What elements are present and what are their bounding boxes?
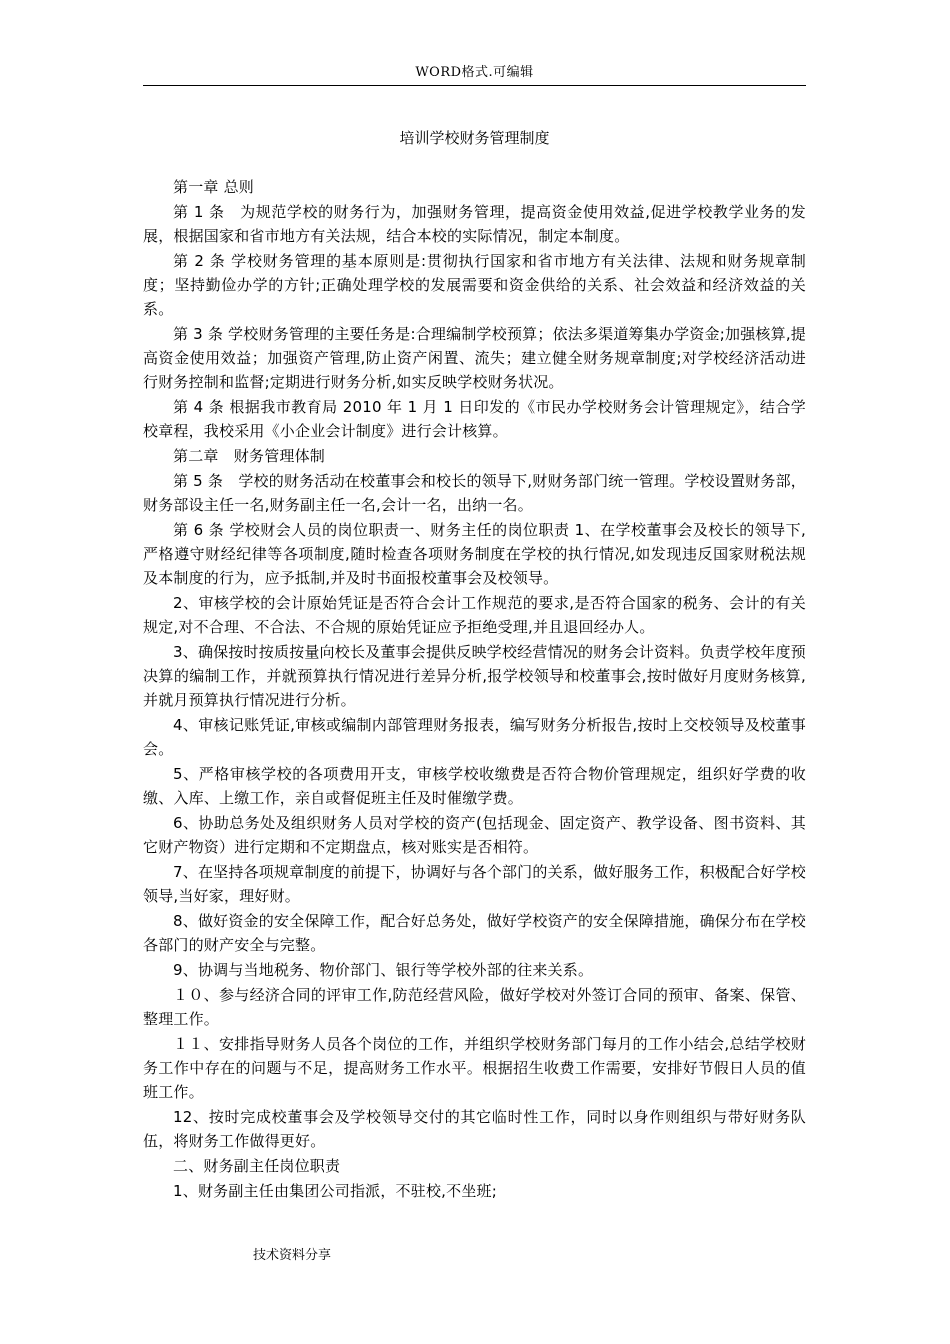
- header-divider: [143, 85, 806, 86]
- section-heading: 二、财务副主任岗位职责: [173, 1157, 341, 1175]
- list-paragraph: 3、确保按时按质按量向校长及董事会提供反映学校经营情况的财务会计资料。负责学校年度预决算的编制工作，并就预算执行情况进行差异分析,报学校领导和校董事会,按时做好月度财务核算,并就月预算执行情况进行分析。: [143, 643, 806, 709]
- chapter-heading: 第二章 财务管理体制: [173, 447, 326, 465]
- list-paragraph: １１、安排指导财务人员各个岗位的工作，并组织学校财务部门每月的工作小结会,总结学校财务工作中存在的问题与不足，提高财务工作水平。根据招生收费工作需要，安排好节假日人员的值班工作。: [143, 1035, 806, 1101]
- article-paragraph: 第 3 条 学校财务管理的主要任务是:合理编制学校预算；依法多渠道筹集办学资金;加强核算,提高资金使用效益；加强资产管理,防止资产闲置、流失；建立健全财务规章制度;对学校经济活动进行财务控制和监督;定期进行财务分析,如实反映学校财务状况。: [143, 325, 806, 391]
- article-paragraph: 第 2 条 学校财务管理的基本原则是:贯彻执行国家和省市地方有关法律、法规和财务规章制度；坚持勤俭办学的方针;正确处理学校的发展需要和资金供给的关系、社会效益和经济效益的关系。: [143, 252, 806, 318]
- page-footer: 技术资料分享: [253, 1248, 332, 1263]
- list-paragraph: 6、协助总务处及组织财务人员对学校的资产(包括现金、固定资产、教学设备、图书资料、其它财产物资）进行定期和不定期盘点，核对账实是否相符。: [143, 814, 806, 856]
- list-paragraph: 12、按时完成校董事会及学校领导交付的其它临时性工作，同时以身作则组织与带好财务队伍，将财务工作做得更好。: [143, 1108, 806, 1150]
- article-paragraph: 第 6 条 学校财会人员的岗位职责一、财务主任的岗位职责 1、在学校董事会及校长的领导下,严格遵守财经纪律等各项制度,随时检查各项财务制度在学校的执行情况,如发现违反国家财税法规及本制度的行为，应予抵制,并及时书面报校董事会及校领导。: [143, 521, 806, 587]
- article-paragraph: 第 1 条 为规范学校的财务行为，加强财务管理，提高资金使用效益,促进学校教学业务的发展，根据国家和省市地方有关法规，结合本校的实际情况，制定本制度。: [143, 203, 806, 245]
- article-paragraph: 第 4 条 根据我市教育局 2010 年 1 月 1 日印发的《市民办学校财务会计管理规定》，结合学校章程，我校采用《小企业会计制度》进行会计核算。: [143, 398, 806, 440]
- list-paragraph: 2、审核学校的会计原始凭证是否符合会计工作规范的要求,是否符合国家的税务、会计的有关规定,对不合理、不合法、不合规的原始凭证应予拒绝受理,并且退回经办人。: [143, 594, 806, 636]
- article-paragraph: 第 5 条 学校的财务活动在校董事会和校长的领导下,财财务部门统一管理。学校设置财务部，财务部设主任一名,财务副主任一名,会计一名，出纳一名。: [143, 472, 806, 514]
- list-paragraph: 4、审核记账凭证,审核或编制内部管理财务报表，编写财务分析报告,按时上交校领导及校董事会。: [143, 716, 806, 758]
- page-header: WORD格式.可编辑: [415, 65, 534, 80]
- list-paragraph: 8、做好资金的安全保障工作，配合好总务处，做好学校资产的安全保障措施，确保分布在学校各部门的财产安全与完整。: [143, 912, 806, 954]
- list-paragraph: 7、在坚持各项规章制度的前提下，协调好与各个部门的关系，做好服务工作，积极配合好学校领导,当好家，理好财。: [143, 863, 806, 905]
- list-paragraph: 9、协调与当地税务、物价部门、银行等学校外部的往来关系。: [173, 961, 594, 979]
- list-paragraph: 5、严格审核学校的各项费用开支，审核学校收缴费是否符合物价管理规定，组织好学费的收缴、入库、上缴工作，亲自或督促班主任及时催缴学费。: [143, 765, 806, 807]
- document-title: 培训学校财务管理制度: [399, 129, 550, 147]
- chapter-heading: 第一章 总则: [173, 178, 254, 196]
- list-paragraph: １０、参与经济合同的评审工作,防范经营风险，做好学校对外签订合同的预审、备案、保管、整理工作。: [143, 986, 806, 1028]
- document-body: [143, 175, 806, 1204]
- list-paragraph: 1、财务副主任由集团公司指派，不驻校,不坐班;: [173, 1182, 497, 1200]
